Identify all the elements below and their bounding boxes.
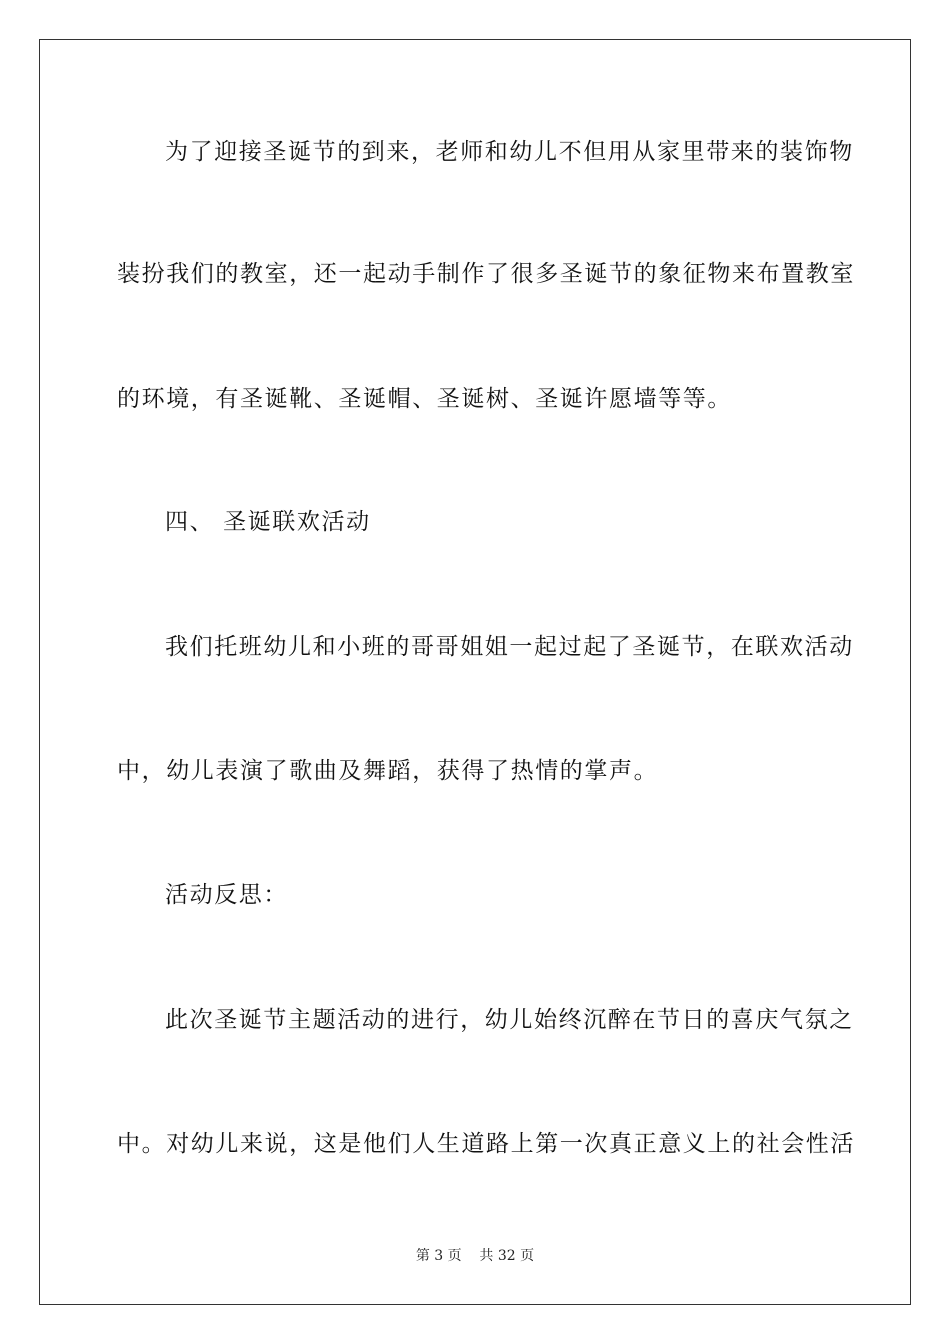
- paragraph-line: 装扮我们的教室，还一起动手制作了很多圣诞节的象征物来布置教室: [117, 261, 855, 287]
- paragraph-line: 中，幼儿表演了歌曲及舞蹈，获得了热情的掌声。: [117, 758, 659, 784]
- paragraph-line: 此次圣诞节主题活动的进行，幼儿始终沉醉在节日的喜庆气氛之: [165, 1007, 854, 1033]
- paragraph-line: 中。对幼儿来说，这是他们人生道路上第一次真正意义上的社会性活: [117, 1131, 855, 1157]
- paragraph-line: 我们托班幼儿和小班的哥哥姐姐一起过起了圣诞节，在联欢活动: [165, 634, 854, 660]
- section-heading: 活动反思：: [165, 882, 288, 908]
- section-heading: 四、 圣诞联欢活动: [165, 509, 371, 535]
- page-number-footer: 第 3 页 共 32 页: [415, 1248, 535, 1264]
- paragraph-line: 的环境，有圣诞靴、圣诞帽、圣诞树、圣诞许愿墙等等。: [117, 386, 732, 412]
- paragraph-line: 为了迎接圣诞节的到来，老师和幼儿不但用从家里带来的装饰物: [165, 139, 854, 165]
- page-border: [39, 39, 911, 1305]
